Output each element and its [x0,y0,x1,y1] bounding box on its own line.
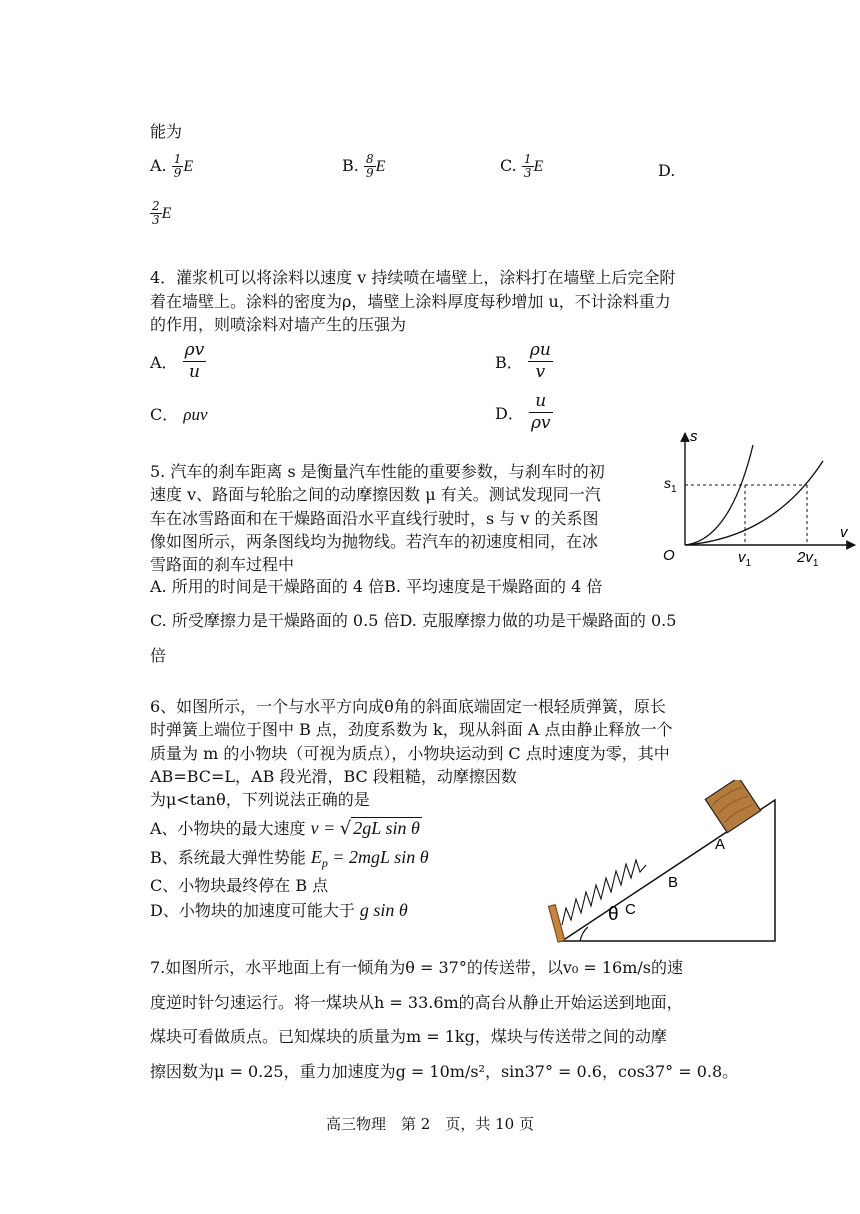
y-axis-label: s [690,428,698,445]
q4-option-d: D． $\frac{u}{\rho v}$ [495,391,551,433]
label-a: A [715,836,726,853]
q5-options-ab: A. 所用的时间是干燥路面的 4 倍B. 平均速度是干燥路面的 4 倍 [150,577,603,596]
q3-tail-text: 能为 [150,122,183,141]
label-theta: θ [608,904,619,925]
origin-label: O [663,547,675,564]
label-c: C [625,901,636,918]
q7-line-3: 煤块可看做质点。已知煤块的质量为m = 1kg，煤块与传送带之间的动摩 [150,1027,667,1046]
v1-label: $v_1$ [738,549,752,569]
q7-line-4: 擦因数为μ = 0.25，重力加速度为g = 10m/s²，sin37° = 0.6，cos37° = 0.8。 [150,1062,739,1081]
q3-option-a: A. $\frac{1}{9}$ E [150,152,194,180]
q6-line-2: 时弹簧上端位于图中 B 点，劲度系数为 k，现从斜面 A 点由静止释放一个 [150,720,673,739]
q6-option-a: A、小物块的最大速度 v = √ 2gL sin θ [150,818,420,839]
q4-option-a: A． $\frac{\rho v}{u}$ [150,340,205,382]
q4-option-b: B． $\frac{\rho u}{v}$ [495,340,551,382]
page-footer: 高三物理 第 2 页，共 10 页 [326,1115,534,1133]
incline-spring-figure [540,780,785,948]
q5-line-5: 雪路面的刹车过程中 [150,555,295,574]
q5-line-3: 车在冰雪路面和在干燥路面沿水平直线行驶时，s 与 v 的关系图 [150,509,599,528]
s-v-graph [655,425,860,570]
q5-options-cd: C. 所受摩擦力是干燥路面的 0.5 倍D. 克服摩擦力做的功是干燥路面的 0.5 [150,611,677,630]
q5-options-cd-tail: 倍 [150,646,167,665]
dry-road-curve [685,461,823,545]
q3-option-d-value: $\frac{2}{3}$ E [152,199,172,227]
q6-line-4: AB=BC=L，AB 段光滑，BC 段粗糙，动摩擦因数 [150,767,517,786]
q6-option-d: D、小物块的加速度可能大于 g sin θ [150,900,408,920]
q5-line-2: 速度 v、路面与轮胎之间的动摩擦因数 μ 有关。测试发现同一汽 [150,485,601,504]
q4-line-3: 的作用，则喷涂料对墙产生的压强为 [150,315,407,334]
label-b: B [668,874,679,891]
q4-line-2: 着在墙壁上。涂料的密度为ρ，墙壁上涂料厚度每秒增加 u，不计涂料重力 [150,292,671,311]
2v1-label: $2v_1$ [797,549,819,569]
block [705,780,760,833]
q6-option-c: C、小物块最终停在 B 点 [150,876,329,895]
q4-option-c: C． ρuv [150,405,208,424]
icy-road-curve [685,445,753,545]
q6-line-3: 质量为 m 的小物块（可视为质点），小物块运动到 C 点时速度为零，其中 [150,744,670,763]
q5-line-4: 像如图所示，两条图线均为抛物线。若汽车的初速度相同，在冰 [150,532,599,551]
q6-line-1: 6、如图所示，一个与水平方向成θ角的斜面底端固定一根轻质弹簧，原长 [150,697,666,716]
s1-label: $s_1$ [664,475,677,495]
q6-option-b: B、系统最大弹性势能 $E_p = 2mgL$ sin θ [150,847,429,871]
q5-line-1: 5. 汽车的刹车距离 s 是衡量汽车性能的重要参数，与刹车时的初 [150,462,605,481]
q3-option-b: B. $\frac{8}{9}$ E [342,152,386,180]
q4-line-1: 4．灌浆机可以将涂料以速度 v 持续喷在墙壁上，涂料打在墙壁上后完全附 [150,268,676,287]
q3-option-c: C. $\frac{1}{3}$ E [500,152,544,180]
q7-line-2: 度逆时针匀速运行。将一煤块从h = 33.6m的高台从静止开始运送到地面， [150,993,683,1012]
q7-line-1: 7.如图所示，水平地面上有一倾角为θ = 37°的传送带，以v₀ = 16m/s的速 [150,958,684,977]
x-axis-label: v [840,524,848,541]
q6-line-5: 为μ<tanθ，下列说法正确的是 [150,790,370,809]
q3-option-d-label: D. [658,161,676,180]
